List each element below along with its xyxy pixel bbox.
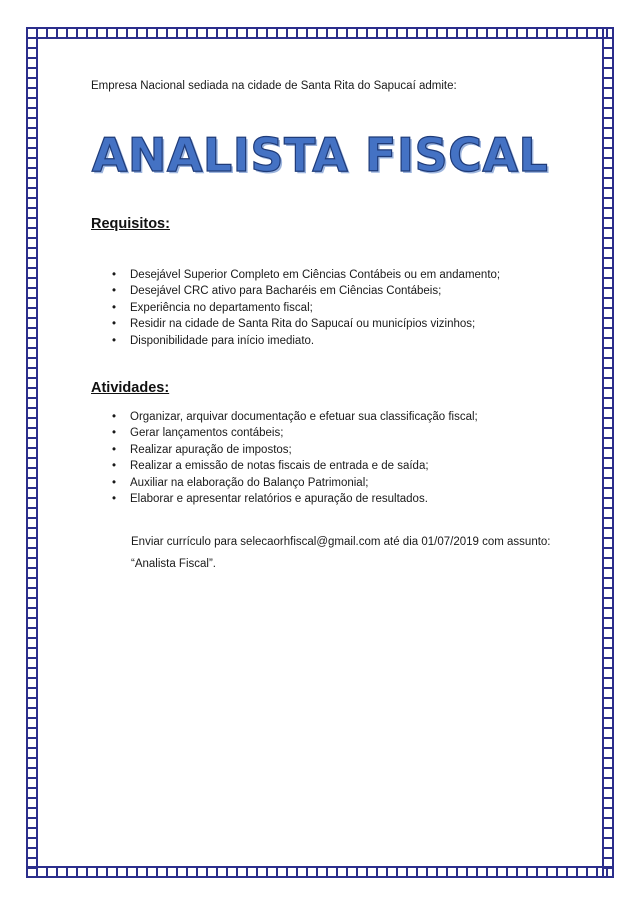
requisitos-list — [112, 267, 500, 349]
job-title-headline: ANALISTA FISCAL — [91, 128, 549, 182]
atividades-list — [112, 409, 478, 507]
list-item: • Elaborar e apresentar relatórios e apuração de resultados. — [112, 491, 478, 507]
decorative-border-top — [26, 27, 614, 39]
list-item: • Desejável CRC ativo para Bacharéis em Ciências Contábeis; — [112, 283, 500, 299]
list-item: • Disponibilidade para início imediato. — [112, 333, 500, 349]
application-instructions: Enviar currículo para selecaorhfiscal@gmail.com até dia 01/07/2019 com assunto: “Analista Fiscal”. — [131, 536, 551, 570]
list-item: • Residir na cidade de Santa Rita do Sapucaí ou municípios vizinhos; — [112, 316, 500, 332]
decorative-border-bottom — [26, 866, 614, 878]
requisitos-heading: Requisitos: — [91, 216, 170, 232]
list-item: • Experiência no departamento fiscal; — [112, 300, 500, 316]
atividades-heading: Atividades: — [91, 380, 170, 396]
list-item: • Desejável Superior Completo em Ciências Contábeis ou em andamento; — [112, 267, 500, 283]
list-item: • Gerar lançamentos contábeis; — [112, 425, 478, 441]
intro-text: Empresa Nacional sediada na cidade de Santa Rita do Sapucaí admite: — [91, 80, 457, 92]
list-item: • Realizar a emissão de notas fiscais de entrada e de saída; — [112, 458, 478, 474]
list-item: • Realizar apuração de impostos; — [112, 442, 478, 458]
list-item: • Organizar, arquivar documentação e efetuar sua classificação fiscal; — [112, 409, 478, 425]
list-item: • Auxiliar na elaboração do Balanço Patrimonial; — [112, 475, 478, 491]
